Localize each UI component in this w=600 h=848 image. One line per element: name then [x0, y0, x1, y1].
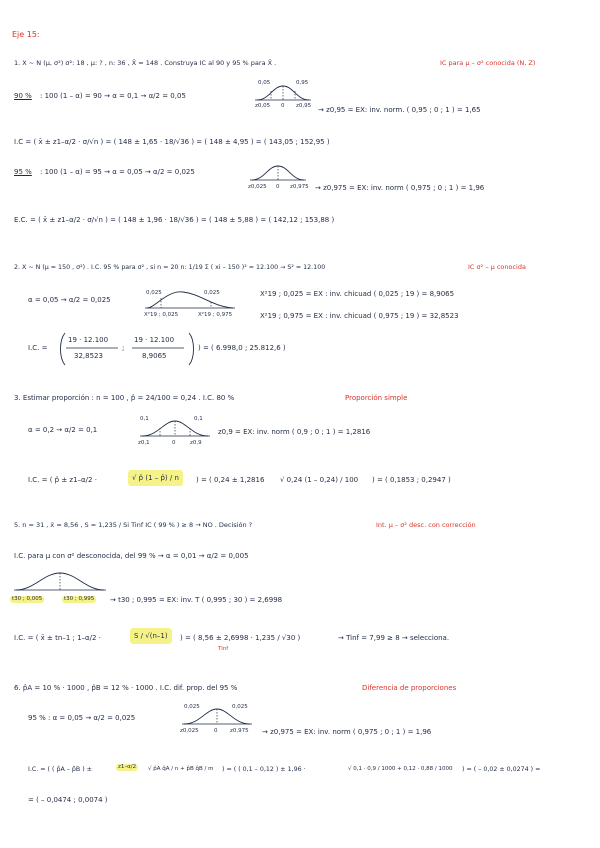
ic-90-result: I.C = ( x̄ ± z1–α/2 · σ/√n ) = ( 148 ± 1,65 · 18/√36 ) = ( 148 ± 4,95 ) = ( 143,05 ; 152,95 ) [14, 138, 330, 146]
curve-90-zero: 0 [281, 103, 285, 109]
alpha-chi-calc: α = 0,05 → α/2 = 0,025 [28, 296, 111, 304]
alpha-diff-calc: 95 % : α = 0,05 → α/2 = 0,025 [28, 714, 136, 722]
curve-90-z-high: z0,95 [296, 103, 312, 109]
t-frac-highlight: S / √(n–1) [130, 628, 172, 644]
prop-sqrt-values: √ 0,24 (1 – 0,24) / 100 [280, 476, 359, 484]
page-title: Eje 15: [12, 30, 40, 39]
problem-1-tag: IC para μ – σ² conocida (N, Z) [440, 59, 536, 67]
curve-90-z-low: z0,05 [255, 103, 271, 109]
chi-low-value: X²19 ; 0,025 = EX : inv. chicuad ( 0,025 ; 19 ) = 8,9065 [260, 290, 455, 298]
ic-diff-head: I.C. = ( ( p̂A – p̂B ) ± [28, 766, 92, 773]
big-paren-left [58, 332, 66, 366]
chi-curve-right-area: 0,025 [204, 290, 220, 296]
ic-prop-mid: ) = ( 0,24 ± 1,2816 [196, 476, 265, 484]
ic-diff-tail: ) = ( – 0,02 ± 0,0274 ) = [462, 766, 541, 773]
frac-bar-2 [132, 347, 184, 349]
z-diff-value: → z0,975 = EX: inv. norm ( 0,975 ; 0 ; 1 ) = 1,96 [262, 728, 432, 736]
chi-curve-left-area: 0,025 [146, 290, 162, 296]
var-frac2-num: 19 · 12.100 [134, 336, 175, 344]
t-interval-line: I.C. para μ con σ² desconocida, del 99 % → α = 0,01 → α/2 = 0,005 [14, 552, 249, 560]
curve-95-z-high: z0,975 [290, 184, 309, 190]
curve-90-right-area: 0,95 [296, 80, 309, 86]
diff-curve-zero: 0 [214, 728, 218, 734]
diff-sqrt-formula: √ p̂A q̂A / n + p̂B q̂B / m [148, 766, 214, 772]
curve-95-z-low: z0,025 [248, 184, 267, 190]
problem-5-tag: Int. μ – σ² desc. con corrección [376, 521, 476, 529]
diff-curve-left-area: 0,025 [184, 704, 200, 710]
problem-2-statement: 2. X ~ N (μ = 150 , σ²) . I.C. 95 % para σ² , si n = 20 n: 1/19 Σ ( xi – 150 )² = 12.100 → S² = 12.100 [14, 264, 326, 271]
diff-curve-z-high: z0,975 [230, 728, 249, 734]
z-95-value: → z0,975 = EX: inv. norm ( 0,975 ; 0 ; 1 ) = 1,96 [315, 184, 485, 192]
problem-3-tag: Proporción simple [345, 394, 408, 402]
confidence-95-label: 95 % [14, 168, 32, 176]
ic-t-mid: ) = ( 8,56 ± 2,6998 · 1,235 / √30 ) [180, 634, 301, 642]
ic-diff-result: = ( – 0,0474 ; 0,0074 ) [28, 796, 108, 804]
prop-sqrt-highlight: √ p̂ (1 – p̂) / n [128, 470, 183, 486]
t-curve [14, 570, 106, 594]
ic-variance-result: ) = ( 6.998,0 ; 25.812,6 ) [198, 344, 286, 352]
ic-95-result: E.C. = ( x̄ ± z1–α/2 · σ/√n ) = ( 148 ± 1,96 · 18/√36 ) = ( 148 ± 5,88 ) = ( 142,12 ; 153,88 ) [14, 216, 335, 224]
confidence-90-label: 90 % [14, 92, 32, 100]
z-prop-value: z0,9 = EX: inv. norm ( 0,9 ; 0 ; 1 ) = 1,2816 [218, 428, 371, 436]
problem-6-tag: Diferencia de proporciones [362, 684, 457, 692]
z-90-value: → z0,95 = EX: inv. norm. ( 0,95 ; 0 ; 1 ) = 1,65 [318, 106, 481, 114]
var-frac2-den: 8,9065 [142, 352, 167, 360]
prop-curve-left-area: 0,1 [140, 416, 149, 422]
prop-curve-z-high: z0,9 [190, 440, 202, 446]
var-frac1-num: 19 · 12.100 [68, 336, 109, 344]
problem-1-statement: 1. X ~ N (μ, σ²) σ²: 18 , μ: ? , n: 36 , X̄ = 148 . Construya IC al 90 y 95 % para X̄ . [14, 59, 277, 67]
ic-prop-result: ) = ( 0,1853 ; 0,2947 ) [372, 476, 451, 484]
chi-curve-x-high: X²19 ; 0,975 [198, 312, 233, 318]
prop-curve-zero: 0 [172, 440, 176, 446]
z-diff-highlight: z1–α/2 [118, 764, 137, 770]
ic-prop-head: I.C. = ( p̂ ± z1–α/2 · [28, 476, 97, 484]
prop-curve-right-area: 0,1 [194, 416, 203, 422]
normal-curve-95 [250, 162, 306, 184]
ic-t-result: → Tinf = 7,99 ≥ 8 → selecciona. [338, 634, 450, 642]
diff-sqrt-values: √ 0,1 · 0,9 / 1000 + 0,12 · 0,88 / 1000 [348, 766, 453, 772]
curve-90-left-area: 0,05 [258, 80, 271, 86]
ic-diff-mid: ) = ( ( 0,1 – 0,12 ) ± 1,96 · [222, 766, 306, 773]
t-curve-high: t30 ; 0,995 [64, 596, 95, 602]
frac-bar-1 [66, 347, 118, 349]
prop-curve-z-low: z0,1 [138, 440, 150, 446]
diff-curve-z-low: z0,025 [180, 728, 199, 734]
chi-high-value: X²19 ; 0,975 = EX : inv. chicuad ( 0,975 ; 19 ) = 32,8523 [260, 312, 459, 320]
t-value: → t30 ; 0,995 = EX: inv. T ( 0,995 ; 30 ) = 2,6998 [110, 596, 283, 604]
frac-separator: ; [122, 344, 125, 352]
t-inf-marker: Tinf [218, 646, 229, 652]
diff-curve-right-area: 0,025 [232, 704, 248, 710]
alpha-95-calc: : 100 (1 – α) = 95 → α = 0,05 → α/2 = 0,025 [40, 168, 195, 176]
chi-curve-x-low: X²19 ; 0,025 [144, 312, 179, 318]
problem-3-statement: 3. Estimar proporción : n = 100 , p̂ = 24/100 = 0,24 . I.C. 80 % [14, 394, 235, 402]
problem-5-statement: 5. n = 31 , x̄ = 8,56 , S = 1,235 / Si Tinf IC ( 99 % ) ≥ 8 → NO . Decisión ? [14, 521, 253, 529]
problem-2-tag: IC σ² – μ conocida [468, 263, 526, 271]
problem-6-statement: 6. p̂A = 10 % · 1000 , p̂B = 12 % · 1000 . I.C. dif. prop. del 95 % [14, 684, 238, 692]
alpha-90-calc: : 100 (1 – α) = 90 → α = 0,1 → α/2 = 0,05 [40, 92, 186, 100]
var-frac1-den: 32,8523 [74, 352, 103, 360]
big-paren-right [188, 332, 196, 366]
alpha-prop-calc: α = 0,2 → α/2 = 0,1 [28, 426, 98, 434]
ic-t-head: I.C. = ( x̄ ± tn–1 ; 1–α/2 · [14, 634, 101, 642]
ic-variance-head: I.C. = [28, 344, 48, 352]
curve-95-zero: 0 [276, 184, 280, 190]
t-curve-low: t30 ; 0,005 [12, 596, 43, 602]
